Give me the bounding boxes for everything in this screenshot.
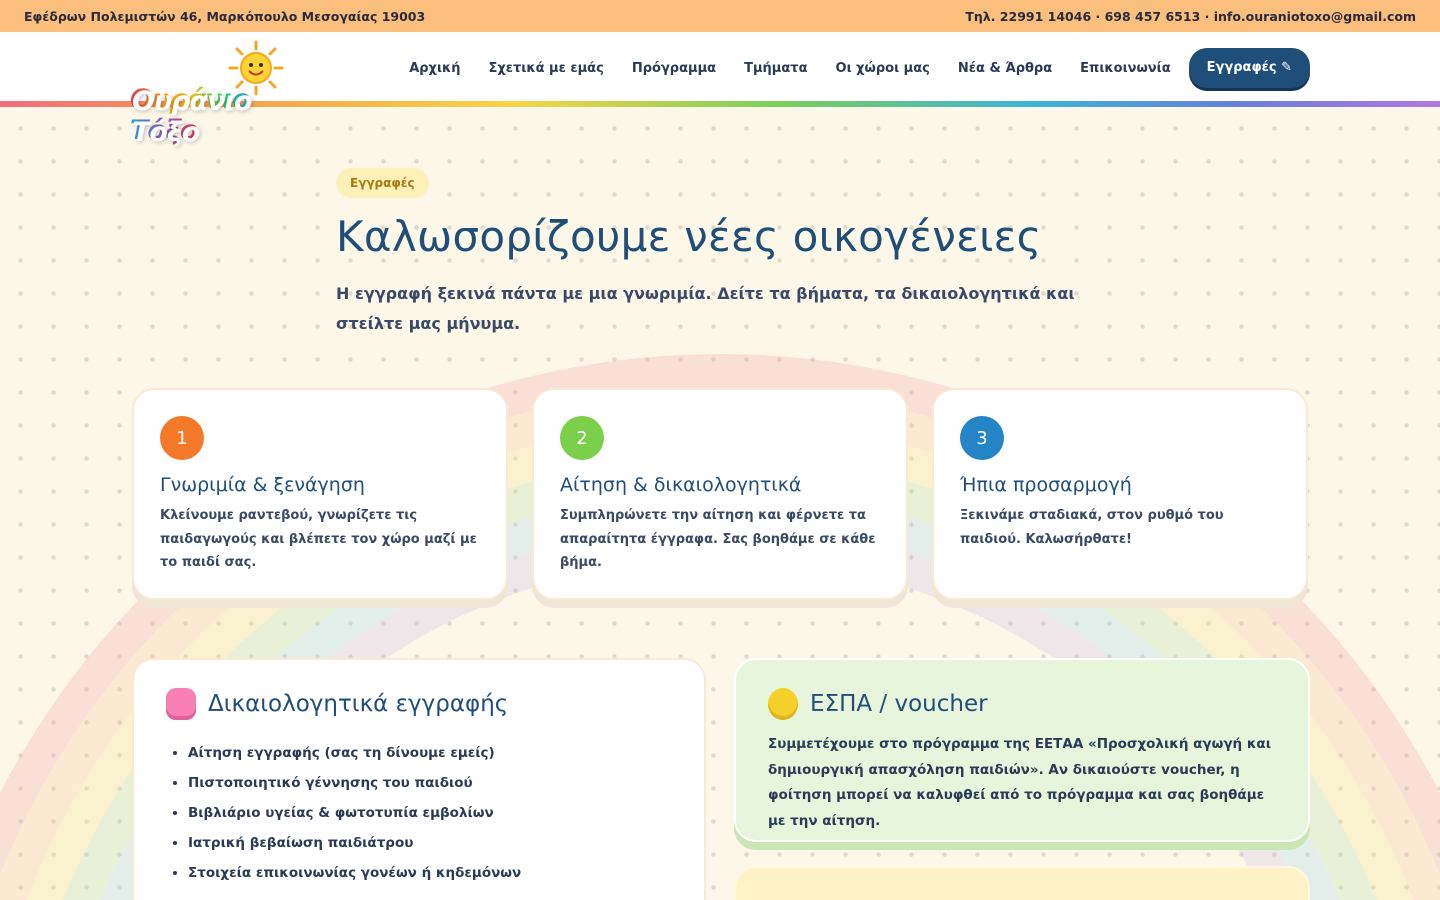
top-info-bar: [0, 0, 1440, 32]
step-title: Ήπια προσαρμογή: [960, 474, 1132, 496]
step-text: Ξεκινάμε σταδιακά, στον ρυθμό του παιδιού. Καλωσήρθατε!: [960, 508, 1224, 547]
list-item: • Στοιχεία επικοινωνίας γονέων ή κηδεμόνων: [188, 858, 672, 888]
nav-item-home[interactable]: Αρχική: [409, 60, 461, 76]
documents-list: [188, 738, 672, 888]
nav-item-news[interactable]: Νέα & Άρθρα: [957, 60, 1053, 76]
documents-title: Δικαιολογητικά εγγραφής: [208, 691, 509, 717]
step-card-1: [132, 388, 508, 600]
documents-card: [132, 658, 706, 900]
yellow-blob-icon: [768, 688, 798, 720]
step-card-2: [532, 388, 908, 600]
espa-title: ΕΣΠΑ / voucher: [810, 691, 988, 717]
site-logo[interactable]: [128, 36, 300, 146]
step-number-badge: 1: [160, 416, 204, 460]
nav-item-classes[interactable]: Τμήματα: [744, 60, 808, 76]
pink-blob-icon: [166, 688, 196, 720]
espa-text: Συμμετέχουμε στο πρόγραμμα της ΕΕΤΑΑ «Προσχολική αγωγή και δημιουργική απασχόληση παιδιών». Αν δικαιούστε voucher, η φοίτηση μπορεί να καλυφθεί από το πρόγραμμα και σας βοηθάμε με την αίτηση.: [768, 736, 1271, 829]
nav-item-about[interactable]: Σχετικά με εμάς: [488, 60, 604, 76]
list-item: • Βιβλιάριο υγείας & φωτοτυπία εμβολίων: [188, 798, 672, 828]
main-nav: [395, 48, 1310, 88]
address-text: Εφέδρων Πολεμιστών 46, Μαρκόπουλο Μεσογαίας 19003: [24, 8, 426, 24]
list-item: • Αίτηση εγγραφής (σας τη δίνουμε εμείς): [188, 738, 672, 768]
step-number-badge: 2: [560, 416, 604, 460]
hero-section: [336, 168, 1096, 339]
next-card-partial: [734, 866, 1310, 900]
nav-item-spaces[interactable]: Οι χώροι μας: [835, 60, 930, 76]
step-number-badge: 3: [960, 416, 1004, 460]
nav-item-contact[interactable]: Επικοινωνία: [1080, 60, 1171, 76]
step-title: Γνωριμία & ξενάγηση: [160, 474, 365, 496]
page-title: Καλωσορίζουμε νέες οικογένειες: [336, 212, 1042, 261]
page-subtitle: Η εγγραφή ξεκινά πάντα με μια γνωριμία. Δείτε τα βήματα, τα δικαιολογητικά και στείλτε μας μήνυμα.: [336, 284, 1075, 333]
list-item: • Ιατρική βεβαίωση παιδιάτρου: [188, 828, 672, 858]
espa-card: [734, 658, 1310, 842]
contact-text[interactable]: Τηλ. 22991 14046 · 698 457 6513 · info.ouraniotoxo@gmail.com: [965, 8, 1416, 24]
step-text: Συμπληρώνετε την αίτηση και φέρνετε τα απαραίτητα έγγραφα. Σας βοηθάμε σε κάθε βήμα.: [560, 508, 876, 570]
enroll-button[interactable]: Εγγραφές ✎: [1189, 48, 1310, 88]
step-title: Αίτηση & δικαιολογητικά: [560, 474, 802, 496]
section-chip: Εγγραφές: [336, 168, 429, 198]
logo-wordmark: Ουράνιο Τόξο: [130, 84, 250, 146]
nav-item-program[interactable]: Πρόγραμμα: [631, 60, 717, 76]
step-text: Κλείνουμε ραντεβού, γνωρίζετε τις παιδαγωγούς και βλέπετε τον χώρο μαζί με το παιδί σας.: [160, 508, 477, 570]
step-card-3: [932, 388, 1308, 600]
list-item: • Πιστοποιητικό γέννησης του παιδιού: [188, 768, 672, 798]
